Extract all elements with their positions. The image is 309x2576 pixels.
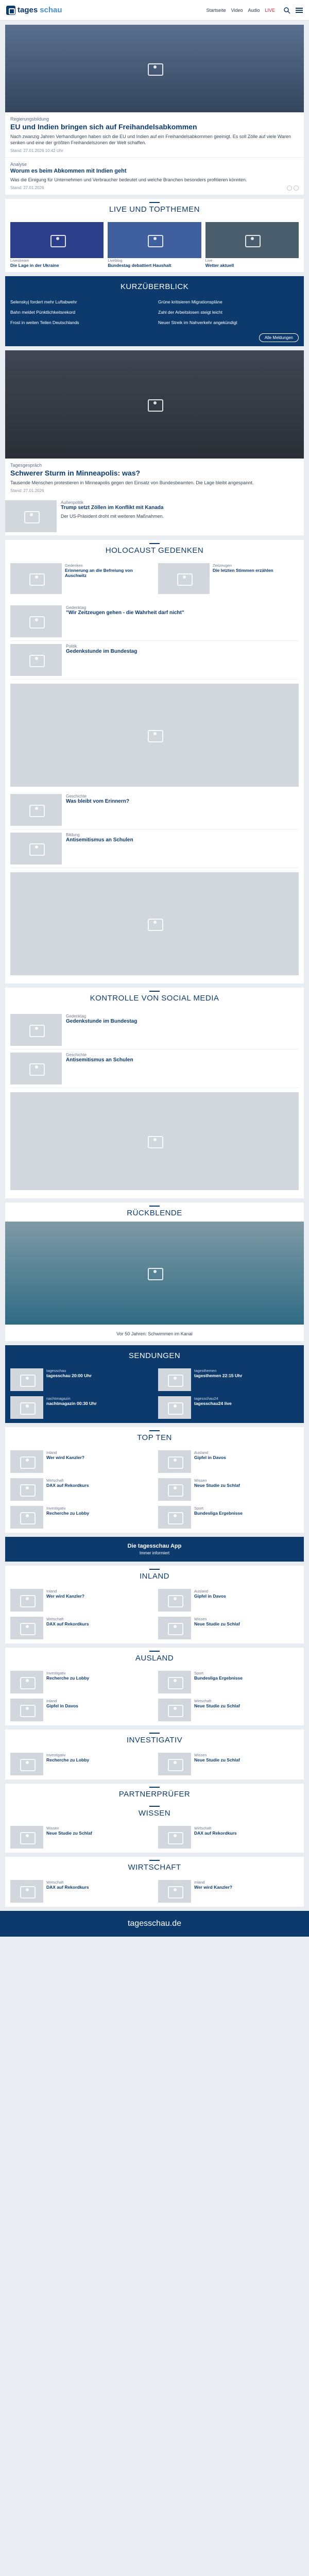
kurz-item[interactable]: Frost in weiten Teilen Deutschlands: [10, 320, 79, 326]
nav-live[interactable]: LIVE: [265, 7, 275, 13]
wirtschaft-tile[interactable]: Wirtschaft DAX auf Rekordkurs: [10, 1880, 151, 1903]
search-icon[interactable]: [283, 7, 290, 14]
app-subtitle: Immer informiert: [139, 1551, 170, 1556]
story2-kicker: Außenpolitik: [61, 500, 84, 505]
list-item[interactable]: Geschichte Was bleibt vom Erinnern?: [10, 791, 299, 829]
send-tile[interactable]: tagesthemen tagesthemen 22:15 Uhr: [158, 1368, 299, 1391]
section-sendungen: SENDUNGEN: [5, 1345, 304, 1364]
section-wissen: WISSEN: [5, 1803, 304, 1822]
kurz-item[interactable]: Neuer Streik im Nahverkehr angekündigt: [158, 320, 237, 326]
list-item[interactable]: Bildung Antisemitismus an Schulen: [10, 829, 299, 868]
top-tile[interactable]: Sport Bundesliga Ergebnisse: [158, 1506, 299, 1529]
send-tile[interactable]: tagesschau24 tagesschau24 live: [158, 1396, 299, 1419]
inland-tile[interactable]: Ausland Gipfel in Davos: [158, 1589, 299, 1612]
nav-item[interactable]: Startseite: [206, 7, 226, 13]
video-placeholder[interactable]: [10, 1092, 299, 1190]
lead2-meta: Stand: 27.01.2026: [10, 185, 44, 191]
section-holocaust: HOLOCAUST GEDENKEN: [5, 540, 304, 559]
section-live: LIVE UND TOPTHEMEN: [5, 199, 304, 218]
ausland-tile[interactable]: Wirtschaft Neue Studie zu Schlaf: [158, 1699, 299, 1721]
lead2-kicker: Analyse: [10, 161, 27, 167]
kurz-item[interactable]: Selenskyj fordert mehr Luftabwehr: [10, 299, 77, 305]
list-item[interactable]: Politik Gedenkstunde im Bundestag: [10, 641, 299, 680]
top-tile[interactable]: Ausland Gipfel in Davos: [158, 1450, 299, 1473]
menu-icon[interactable]: [296, 7, 303, 14]
story-title[interactable]: Schwerer Sturm in Minneapolis: was?: [10, 469, 141, 478]
nav-item[interactable]: Audio: [248, 7, 260, 13]
site-footer: [0, 1911, 309, 1937]
story-teaser: Tausende Menschen protestieren in Minneapolis gegen den Einsatz von Bundesbeamten. Die Lage bleibt angespannt.: [10, 480, 254, 486]
lead-kicker: Regierungsbildung: [10, 116, 49, 122]
top-tile[interactable]: Wissen Neue Studie zu Schlaf: [158, 1478, 299, 1501]
rueck-image[interactable]: [5, 1222, 304, 1325]
site-header: [0, 0, 309, 21]
send-tile[interactable]: nachtmagazin nachtmagazin 00:30 Uhr: [10, 1396, 151, 1419]
wissen-tile[interactable]: Wirtschaft DAX auf Rekordkurs: [158, 1826, 299, 1849]
inland-tile[interactable]: Wissen Neue Studie zu Schlaf: [158, 1617, 299, 1639]
list-item[interactable]: Gedenktag Gedenkstunde im Bundestag: [10, 1011, 299, 1049]
ausland-tile[interactable]: Sport Bundesliga Ergebnisse: [158, 1671, 299, 1693]
send-tile[interactable]: tagesschau tagesschau 20:00 Uhr: [10, 1368, 151, 1391]
top-tile[interactable]: Investigativ Recherche zu Lobby: [10, 1506, 151, 1529]
kurz-item[interactable]: Zahl der Arbeitslosen steigt leicht: [158, 310, 222, 315]
lead-meta: Stand: 27.01.2026 10:42 Uhr: [10, 148, 63, 153]
footer-brand[interactable]: tagesschau.de: [127, 1919, 182, 1928]
lead2-teaser: Was die Einigung für Unternehmen und Verbraucher bedeutet und welche Branchen besonders profitieren könnten.: [10, 177, 247, 183]
wirtschaft-tile[interactable]: Inland Wer wird Kanzler?: [158, 1880, 299, 1903]
inland-tile[interactable]: Inland Wer wird Kanzler?: [10, 1589, 151, 1612]
story2-teaser: Der US-Präsident droht mit weiteren Maßnahmen.: [61, 514, 164, 519]
kurz-item[interactable]: Grüne kritisieren Migrationspläne: [158, 299, 222, 305]
lead-title[interactable]: EU und Indien bringen sich auf Freihandelsabkommen: [10, 123, 197, 131]
kurz-button[interactable]: Alle Meldungen: [259, 333, 299, 342]
invest-tile[interactable]: Wissen Neue Studie zu Schlaf: [158, 1753, 299, 1775]
inland-tile[interactable]: Wirtschaft DAX auf Rekordkurs: [10, 1617, 151, 1639]
lead-image[interactable]: [5, 25, 304, 112]
hold-tile[interactable]: Gedenken Erinnerung an die Befreiung von Auschwitz: [10, 563, 151, 594]
story-thumb[interactable]: [5, 500, 57, 532]
story-image[interactable]: [5, 350, 304, 459]
ausland-tile[interactable]: Inland Gipfel in Davos: [10, 1699, 151, 1721]
story2-title[interactable]: Trump setzt Zöllen im Konflikt mit Kanada: [61, 504, 164, 511]
site-logo[interactable]: tages schau: [6, 6, 62, 15]
invest-tile[interactable]: Investigativ Recherche zu Lobby: [10, 1753, 151, 1775]
lead-teaser: Nach zwanzig Jahren Verhandlungen haben sich die EU und Indien auf ein Freihandelsabkommen geeinigt. Es soll Zölle auf viele Waren senken und eine der größten Freihandelszonen der Welt schaffen.: [10, 133, 291, 146]
section-rueckblende: RÜCKBLENDE: [5, 1202, 304, 1222]
video-placeholder[interactable]: [10, 684, 299, 787]
video-placeholder[interactable]: [10, 872, 299, 975]
section-investigativ: INVESTIGATIV: [5, 1730, 304, 1749]
section-inland: INLAND: [5, 1566, 304, 1585]
ausland-tile[interactable]: Investigativ Recherche zu Lobby: [10, 1671, 151, 1693]
top-tile[interactable]: Wirtschaft DAX auf Rekordkurs: [10, 1478, 151, 1501]
nav-item[interactable]: Video: [231, 7, 243, 13]
live-tile[interactable]: Livestream Die Lage in der Ukraine: [10, 222, 104, 268]
lead2-title[interactable]: Worum es beim Abkommen mit Indien geht: [10, 167, 127, 174]
section-ausland: AUSLAND: [5, 1648, 304, 1667]
list-item[interactable]: Geschichte Antisemitismus an Schulen: [10, 1049, 299, 1088]
section-top: TOP TEN: [5, 1427, 304, 1446]
story-meta: Stand: 27.01.2026: [10, 488, 44, 493]
wissen-tile[interactable]: Wissen Neue Studie zu Schlaf: [10, 1826, 151, 1849]
section-social: KONTROLLE VON SOCIAL MEDIA: [5, 988, 304, 1007]
app-title[interactable]: Die tagesschau App: [127, 1543, 182, 1550]
hold-tile[interactable]: Zeitzeugen Die letzten Stimmen erzählen: [158, 563, 299, 594]
rueck-caption: Vor 50 Jahren: Schwimmen im Kanal: [116, 1331, 193, 1336]
top-tile[interactable]: Inland Wer wird Kanzler?: [10, 1450, 151, 1473]
live-tile[interactable]: Liveblog Bundestag debattiert Haushalt: [108, 222, 201, 268]
section-kurz: KURZÜBERBLICK: [5, 276, 304, 295]
section-partner: PARTNERPRÜFER: [5, 1784, 304, 1803]
live-tile[interactable]: Live Wetter aktuell: [205, 222, 299, 268]
story-kicker: Tagesgespräch: [10, 463, 42, 468]
section-wirtschaft: WIRTSCHAFT: [5, 1857, 304, 1876]
kurz-item[interactable]: Bahn meldet Pünktlichkeitsrekord: [10, 310, 76, 315]
list-item[interactable]: Gedenktag "Wir Zeitzeugen gehen - die Wahrheit darf nicht": [10, 602, 299, 641]
top-nav: [207, 8, 275, 13]
